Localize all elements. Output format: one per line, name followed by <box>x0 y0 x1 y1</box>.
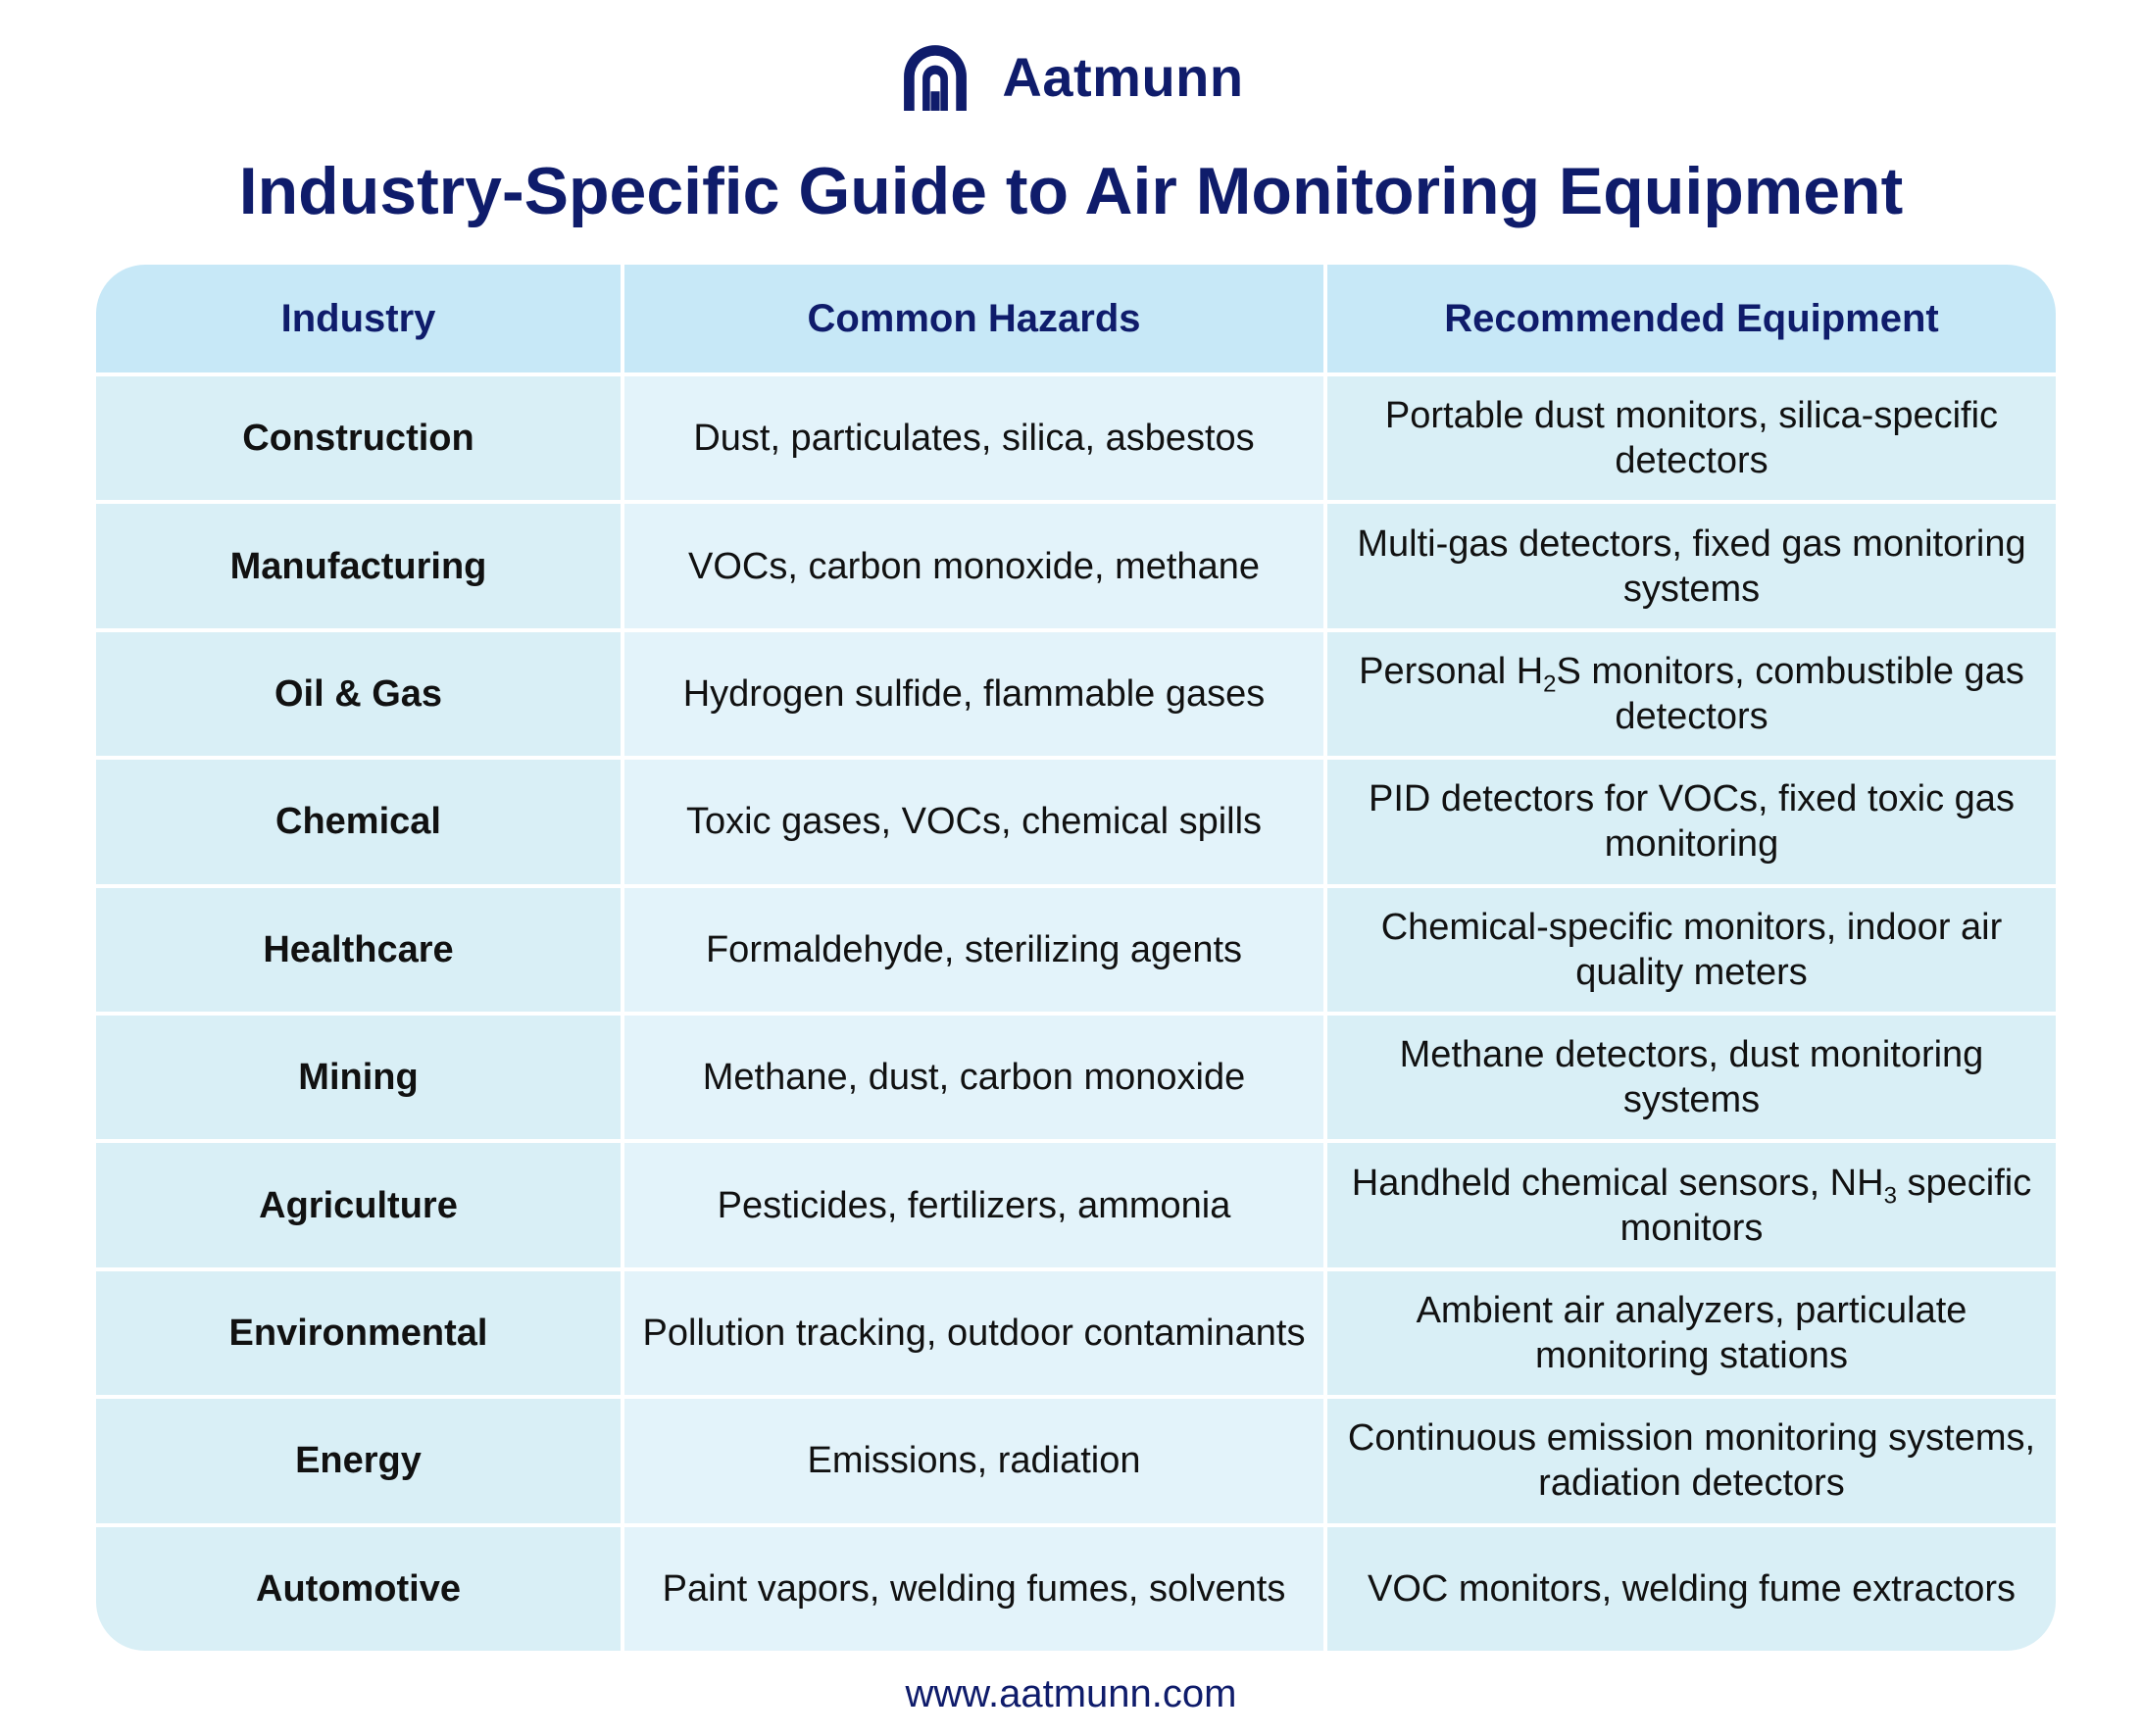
table-row <box>96 758 2056 885</box>
hazards-cell: Pollution tracking, outdoor contaminants <box>623 1269 1325 1397</box>
hazards-cell: Methane, dust, carbon monoxide <box>623 1014 1325 1141</box>
hazards-cell: Pesticides, fertilizers, ammonia <box>623 1141 1325 1268</box>
equipment-cell: Portable dust monitors, silica-specific detectors <box>1325 374 2056 502</box>
table-row <box>96 630 2056 758</box>
equipment-text-pre: Personal H <box>1359 650 1544 692</box>
equipment-cell <box>1325 1141 2056 1268</box>
equipment-cell: Ambient air analyzers, particulate monitoring stations <box>1325 1269 2056 1397</box>
table-row <box>96 1014 2056 1141</box>
equipment-table-container <box>96 265 2056 1651</box>
equipment-text-post: S monitors, combustible gas detectors <box>1556 650 2024 737</box>
equipment-cell <box>1325 630 2056 758</box>
industry-cell: Environmental <box>96 1269 623 1397</box>
industry-cell: Mining <box>96 1014 623 1141</box>
table-row <box>96 1269 2056 1397</box>
industry-cell: Agriculture <box>96 1141 623 1268</box>
industry-cell: Healthcare <box>96 886 623 1014</box>
hazards-cell: VOCs, carbon monoxide, methane <box>623 502 1325 629</box>
equipment-cell: VOC monitors, welding fume extractors <box>1325 1525 2056 1651</box>
industry-cell: Energy <box>96 1397 623 1524</box>
hazards-cell: Hydrogen sulfide, flammable gases <box>623 630 1325 758</box>
table-row <box>96 374 2056 502</box>
industry-cell: Automotive <box>96 1525 623 1651</box>
header-industry: Industry <box>96 265 623 374</box>
hazards-cell: Paint vapors, welding fumes, solvents <box>623 1525 1325 1651</box>
brand-name: Aatmunn <box>1002 45 1244 108</box>
equipment-cell: Chemical-specific monitors, indoor air quality meters <box>1325 886 2056 1014</box>
equipment-cell: Continuous emission monitoring systems, radiation detectors <box>1325 1397 2056 1524</box>
equipment-cell: PID detectors for VOCs, fixed toxic gas monitoring <box>1325 758 2056 885</box>
page-title: Industry-Specific Guide to Air Monitoring Equipment <box>238 154 1904 228</box>
hazards-cell: Formaldehyde, sterilizing agents <box>623 886 1325 1014</box>
header-common-hazards: Common Hazards <box>623 265 1325 374</box>
table-row <box>96 886 2056 1014</box>
table-row <box>96 1397 2056 1524</box>
industry-cell: Construction <box>96 374 623 502</box>
industry-cell: Chemical <box>96 758 623 885</box>
industry-cell: Oil & Gas <box>96 630 623 758</box>
equipment-table <box>96 265 2056 1651</box>
subscript: 2 <box>1543 670 1557 698</box>
arch-logo-icon <box>898 39 972 114</box>
table-row <box>96 1525 2056 1651</box>
equipment-text-pre: Handheld chemical sensors, NH <box>1351 1162 1884 1204</box>
equipment-cell: Multi-gas detectors, fixed gas monitoring systems <box>1325 502 2056 629</box>
equipment-cell: Methane detectors, dust monitoring systems <box>1325 1014 2056 1141</box>
website-link[interactable]: www.aatmunn.com <box>905 1672 1237 1715</box>
hazards-cell: Emissions, radiation <box>623 1397 1325 1524</box>
equipment-text-post: specific monitors <box>1619 1162 2032 1249</box>
hazards-cell: Toxic gases, VOCs, chemical spills <box>623 758 1325 885</box>
hazards-cell: Dust, particulates, silica, asbestos <box>623 374 1325 502</box>
table-row <box>96 1141 2056 1268</box>
header-recommended-equipment: Recommended Equipment <box>1325 265 2056 374</box>
table-row <box>96 502 2056 629</box>
brand-header <box>0 39 2142 114</box>
table-header-row <box>96 265 2056 374</box>
subscript: 3 <box>1883 1182 1897 1210</box>
industry-cell: Manufacturing <box>96 502 623 629</box>
